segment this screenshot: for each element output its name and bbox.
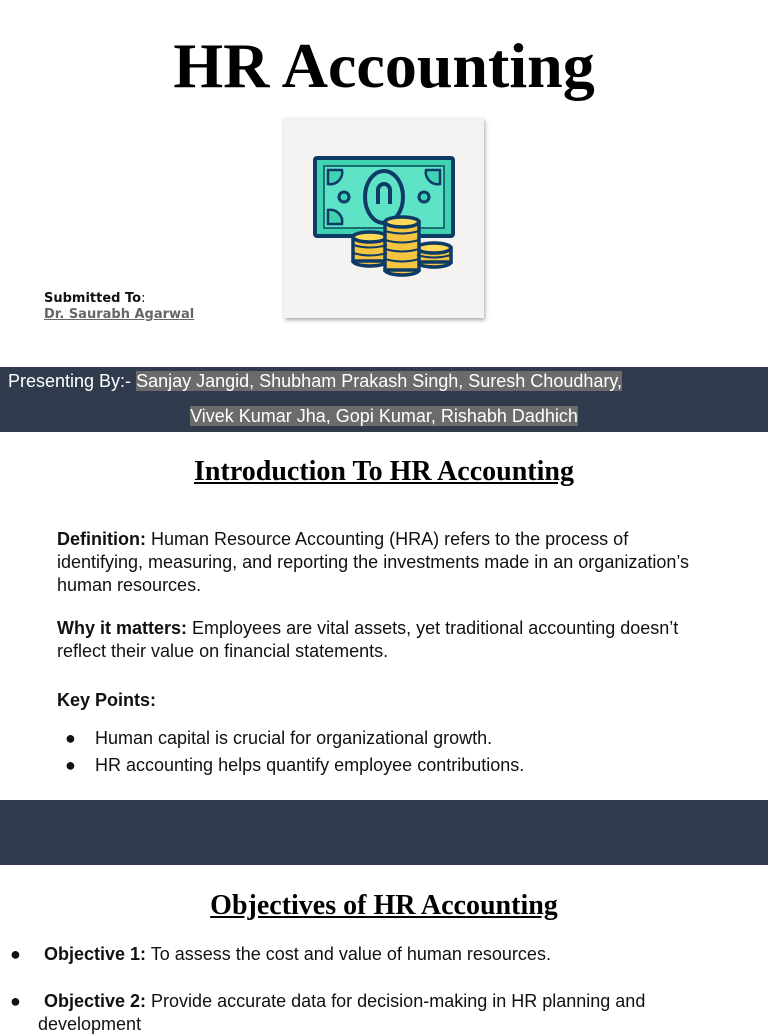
intro-heading: Introduction To HR Accounting (194, 456, 574, 487)
bullet-icon: ● (65, 728, 76, 748)
submitted-to (44, 291, 194, 323)
list-item: ● Objective 1: To assess the cost and value of human resources. (10, 944, 551, 964)
definition-label: Definition: (57, 529, 146, 549)
definition-text: Human Resource Accounting (HRA) refers to the process of identifying, measuring, and reporting the investments made in an organization’s human resources. (57, 529, 690, 595)
presenters-line1: Sanjay Jangid, Shubham Prakash Singh, Suresh Choudhary, (136, 371, 623, 391)
list-item: ● Human capital is crucial for organizational growth. (65, 728, 493, 748)
presenting-band (0, 367, 768, 432)
money-coins-icon (284, 118, 484, 318)
list-item: ● Objective 2: Provide accurate data for decision-making in HR planning and (10, 991, 646, 1011)
why-label: Why it matters: (57, 618, 188, 638)
key-points-label: Key Points: (57, 690, 157, 710)
slide-divider-band (0, 800, 768, 865)
bullet-icon: ● (10, 991, 21, 1011)
submitted-label: Submitted To (44, 291, 142, 306)
presenters-line2: Vivek Kumar Jha, Gopi Kumar, Rishabh Dadhich (190, 406, 578, 426)
why-text: Employees are vital assets, yet traditional accounting doesn’t reflect their value on financial statements. (57, 618, 679, 661)
page-title: HR Accounting (173, 30, 595, 101)
bullet-icon: ● (10, 944, 21, 964)
objectives-heading: Objectives of HR Accounting (210, 890, 558, 921)
presenting-label: Presenting By:- (8, 371, 137, 391)
submitted-name[interactable]: Dr. Saurabh Agarwal (44, 307, 195, 322)
submitted-colon: : (141, 291, 146, 306)
bullet-icon: ● (65, 755, 76, 775)
why-paragraph (57, 617, 697, 663)
logo-card (284, 118, 484, 318)
objective-2-continuation: development (38, 1014, 142, 1034)
definition-paragraph (57, 528, 697, 597)
list-item: ● HR accounting helps quantify employee contributions. (65, 755, 525, 775)
